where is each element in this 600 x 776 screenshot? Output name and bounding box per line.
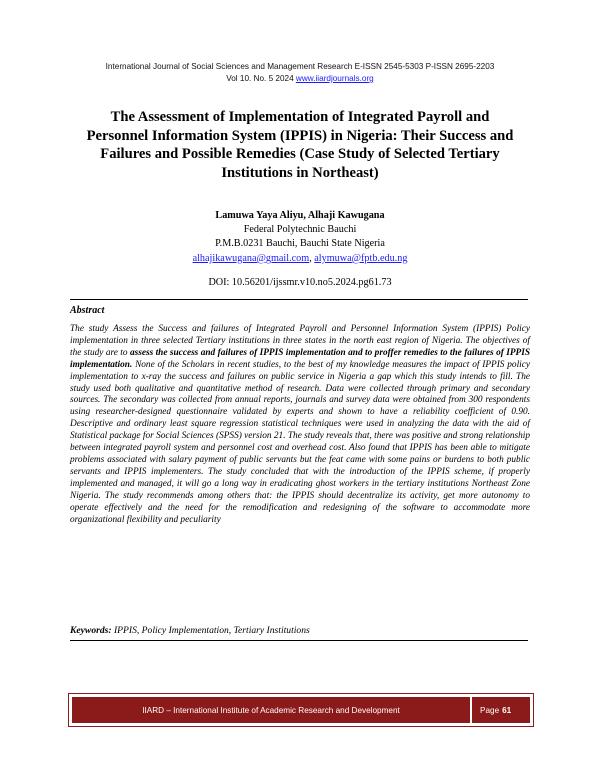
- abstract-heading: Abstract: [70, 305, 105, 316]
- author-emails: [0, 252, 600, 266]
- divider-bottom: [70, 640, 528, 641]
- author-address: P.M.B.0231 Bauchi, Bauchi State Nigeria: [215, 238, 385, 250]
- footer-bar: [72, 697, 530, 723]
- journal-name: International Journal of Social Sciences and Management Research E-ISSN 2545-5303 P-ISSN 2695-2203: [105, 62, 495, 71]
- abstract-body: [70, 324, 530, 526]
- journal-header: [0, 61, 600, 85]
- page-number: 61: [502, 705, 512, 715]
- journal-website-link[interactable]: www.iiardjournals.org: [295, 74, 374, 83]
- email-separator: ,: [309, 252, 315, 264]
- doi: DOI: 10.56201/ijssmr.v10.no5.2024.pg61.73: [208, 277, 392, 288]
- volume-text: Vol 10. No. 5 2024: [226, 74, 296, 83]
- email-link-1[interactable]: alhajikawugana@gmail.com: [192, 252, 310, 264]
- keywords-text: IPPIS, Policy Implementation, Tertiary Institutions: [111, 625, 310, 636]
- footer-page: [472, 697, 530, 723]
- abstract-text-1: The study Assess the Success and failures of Integrated Payroll and Personnel Information System (IPPIS) Policy implementation in three selected Tertiary institutions in three states in the north east region of Nigeria. The objectives of the study are to: [70, 324, 530, 358]
- abstract-objectives: assess the success and failures of IPPIS implementation and to proffer remedies to the failures of IPPIS implementation.: [70, 347, 531, 370]
- abstract-text-2: None of the Scholars in recent studies, to the best of my knowledge measures the impact of IPPIS policy implementation to x-ray the success and failures on public service in Nigeria a gap which this study intends to fill. The study used both qualitative and quantitative method of research. Data were collected through primary and secondary sources. The secondary was collected from annual reports, journals and survey data were obtained from 300 respondents using researcher-designed questionnaire validated by experts and shown to have a reliability coefficient of 0.90. Descriptive and ordinary least square regression statistical techniques were used in analyzing the data with the aid of Statistical package for Social Sciences (SPSS) version 21. The study reveals that, there was positive and strong relationship between integrated payroll system and personnel cost and overhead cost. Also found that IPPIS has been able to mitigate problems associated with salary payment of public servants but the feat came with some pains or burdens to both public servants and IPPIS implementers. The study concluded that with the introduction of the IPPIS scheme, if properly implemented and managed, it will go a long way in eradicating ghost workers in the tertiary institutions Northeast Zone Nigeria. The study recommends among others that: the IPPIS should decentralize its activity, get more autonomy to operate effectively and the need for the remodification and redesigning of the software to accommodate more organizational flexibility and peculiarity: [70, 359, 530, 525]
- divider-top: [70, 299, 528, 300]
- page-footer: [68, 693, 534, 727]
- journal-volume: [0, 73, 600, 85]
- author-affiliation: Federal Polytechnic Bauchi: [243, 224, 357, 236]
- keywords: [70, 625, 530, 636]
- footer-publisher: IIARD – International Institute of Academic Research and Development: [142, 705, 400, 715]
- author-block: [0, 209, 600, 266]
- keywords-label: Keywords:: [70, 625, 112, 636]
- email-link-2[interactable]: alymuwa@fptb.edu.ng: [314, 252, 408, 264]
- page-label: Page: [480, 705, 500, 715]
- author-names: Lamuwa Yaya Aliyu, Alhaji Kawugana: [215, 210, 385, 221]
- paper-title: The Assessment of Implementation of Integrated Payroll and Personnel Information System (IPPIS) in Nigeria: Their Success and Failures and Possible Remedies (Case Study of Selected Tertiary Institutions in Northeast): [86, 109, 514, 181]
